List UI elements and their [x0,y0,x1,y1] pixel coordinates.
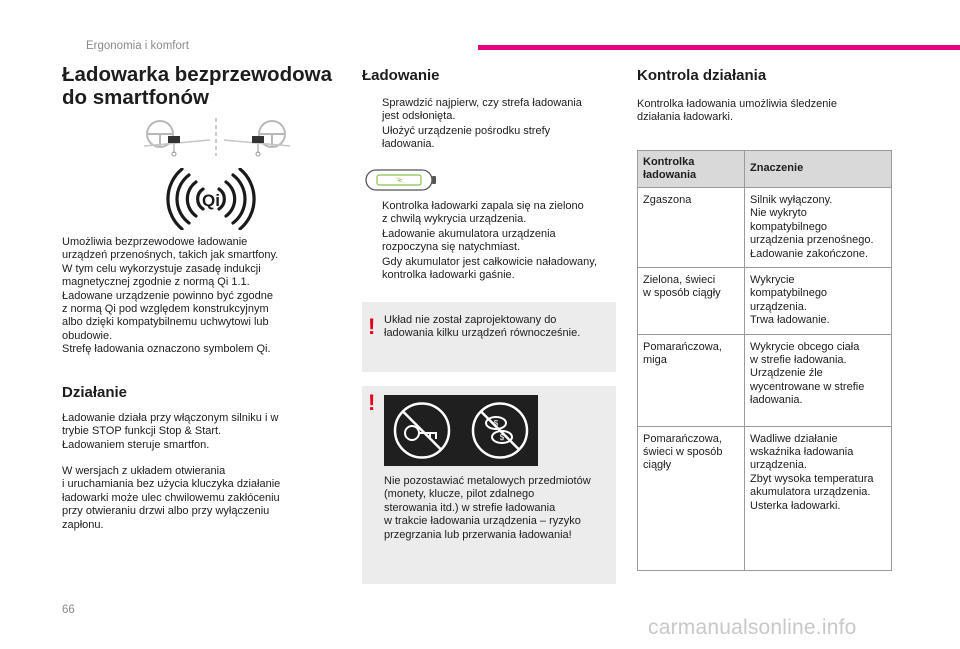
page-number: 66 [62,604,75,616]
section-title-operation: Działanie [62,384,128,401]
section-header: Ergonomia i komfort [86,40,189,52]
dashboard-location-illustration [138,116,296,158]
warning-text: Układ nie został zaprojektowany do ładowania kilku urządzeń równocześnie. [384,314,581,340]
title-line: do smartfonów [62,86,209,109]
status-table [637,150,892,571]
svg-text:$: $ [493,419,499,428]
warning-box-metal-objects [362,386,616,584]
operation-paragraph: Ładowanie działa przy włączonym silniku i w trybie STOP funkcji Stop & Start. Ładowaniem steruje smartfon. [62,412,279,451]
list-item: Ładowanie akumulatora urządzenia rozpoczyna się natychmiast. [382,227,556,254]
no-metal-objects-icon [384,395,538,466]
warning-mark-icon: ! [368,314,376,339]
table-cell: Wadliwe działanie wskaźnika ładowania urządzenia. Zbyt wysoka temperatura akumulatora urządzenia. Usterka ładowarki. [745,426,892,570]
page-title [62,63,352,109]
section-title-charging: Ładowanie [362,67,440,84]
table-cell: Pomarańczowa, świeci w sposób ciągły [638,426,745,570]
list-item: Sprawdzić najpierw, czy strefa ładowania jest odsłonięta. [382,97,582,123]
column-header: Znaczenie [745,151,892,188]
table-row [638,188,892,268]
table-cell: Zielona, świeci w sposób ciągły [638,268,745,335]
warning-text: Nie pozostawiać metalowych przedmiotów (monety, klucze, pilot zdalnego sterowania itd.) w strefie ładowania w trakcie ładowania urządzenia – ryzyko przegrzania lub przerwania ładowania! [384,475,591,541]
charging-notes [362,200,622,283]
keyless-paragraph: W wersjach z układem otwierania i uruchamiania bez użycia kluczyka działanie ładowarki może ulec chwilowemu zakłóceniu przy otwieraniu drzwi albo przy wyłączeniu zapłonu. [62,465,281,531]
table-row [638,426,892,570]
charger-indicator-icon [365,168,437,192]
table-cell: Zgaszona [638,188,745,268]
table-cell: Silnik wyłączony. Nie wykryto kompatybilnego urządzenia przenośnego. Ładowanie zakończone. [745,188,892,268]
table-row [638,334,892,426]
warning-mark-icon: ! [368,390,376,415]
status-intro: Kontrolka ładowania umożliwia śledzenie działania ładowarki. [637,98,837,124]
watermark: carmanualsonline.info [648,616,857,639]
svg-text:$: $ [499,433,505,442]
title-line: Ładowarka bezprzewodowa [62,63,332,86]
warning-box-multiple-devices [362,302,616,372]
table-cell: Pomarańczowa, miga [638,334,745,426]
header-accent-bar [478,45,960,50]
table-cell: Wykrycie obcego ciała w strefie ładowania. Urządzenie źle wycentrowane w strefie ładowania. [745,334,892,426]
column-header: Kontrolka ładowania [638,151,745,188]
qi-wireless-icon [163,168,259,230]
table-row [638,268,892,335]
table-cell: Wykrycie kompatybilnego urządzenia. Trwa ładowanie. [745,268,892,335]
intro-paragraph: Umożliwia bezprzewodowe ładowanie urządzeń przenośnych, takich jak smartfony. W tym celu wykorzystuje zasadę indukcji magnetycznej zgodnie z normą Qi 1.1. Ładowane urządzenie powinno być zgodne z normą Qi pod względem konstrukcyjnym albo dzięki kompatybilnemu uchwytowi lub obudowie. Strefę ładowania oznaczono symbolem Qi. [62,236,279,356]
svg-text:Qi: Qi [202,191,220,210]
list-item: Gdy akumulator jest całkowicie naładowany, kontrolka ładowarki gaśnie. [382,255,598,282]
charging-steps [362,97,622,153]
list-item: Ułożyć urządzenie pośrodku strefy ładowania. [382,124,551,151]
section-title-status: Kontrola działania [637,67,767,84]
table-header-row [638,151,892,188]
list-item: Kontrolka ładowarki zapala się na zielono z chwilą wykrycia urządzenia. [382,200,584,226]
